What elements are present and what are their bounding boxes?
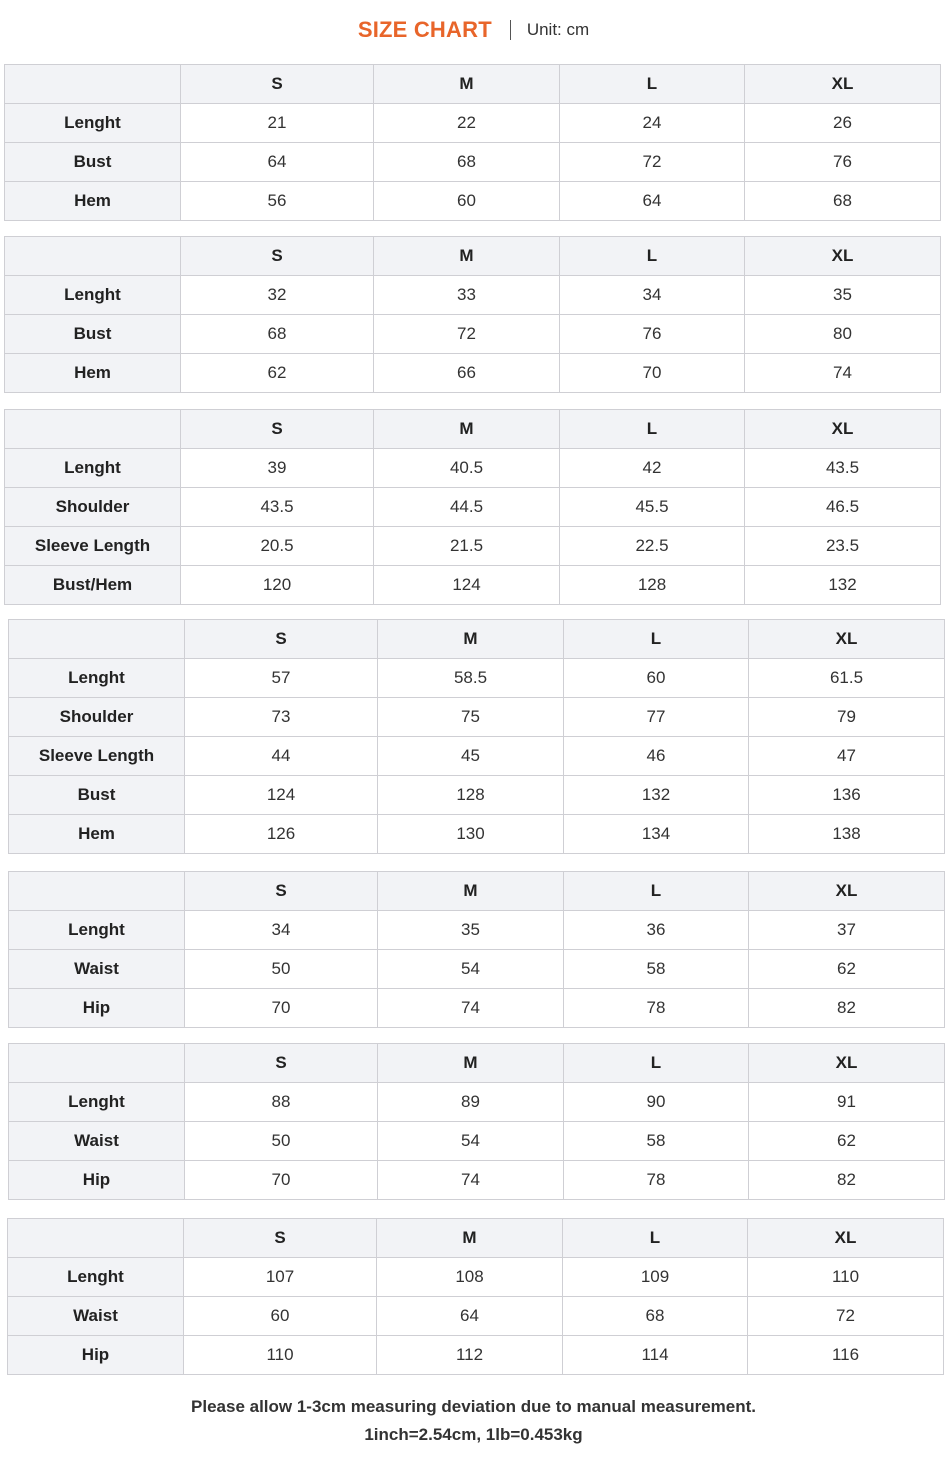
table-cell: 72: [374, 315, 560, 354]
page-title: SIZE CHART: [357, 17, 492, 42]
table-cell: 47: [749, 737, 945, 776]
row-label: Hip: [9, 989, 185, 1028]
row-label: Sleeve Length: [9, 737, 185, 776]
size-header-row: [8, 1219, 944, 1258]
table-row: [9, 815, 945, 854]
size-header-row: [9, 620, 945, 659]
table-row: [9, 1083, 945, 1122]
row-label: Lenght: [9, 1083, 185, 1122]
table-cell: 34: [560, 276, 745, 315]
col-header-l: L: [564, 1044, 749, 1083]
col-header-xl: XL: [745, 65, 941, 104]
table-cell: 33: [374, 276, 560, 315]
table-cell: 134: [564, 815, 749, 854]
table-cell: 128: [560, 566, 745, 605]
table-cell: 126: [185, 815, 378, 854]
col-header-m: M: [378, 872, 564, 911]
table-cell: 64: [181, 143, 374, 182]
table-row: [9, 911, 945, 950]
row-label: Bust/Hem: [5, 566, 181, 605]
table-cell: 43.5: [745, 449, 941, 488]
table-row: [9, 776, 945, 815]
size-header-row: [9, 872, 945, 911]
col-header-m: M: [374, 237, 560, 276]
table-cell: 68: [745, 182, 941, 221]
corner-cell: [5, 65, 181, 104]
row-label: Lenght: [5, 104, 181, 143]
table-row: [5, 354, 941, 393]
table-cell: 64: [560, 182, 745, 221]
table-cell: 88: [185, 1083, 378, 1122]
table-cell: 37: [749, 911, 945, 950]
row-label: Lenght: [5, 449, 181, 488]
col-header-m: M: [374, 65, 560, 104]
row-label: Lenght: [9, 659, 185, 698]
col-header-m: M: [378, 1044, 564, 1083]
table-row: [5, 315, 941, 354]
table-cell: 82: [749, 989, 945, 1028]
row-label: Sleeve Length: [5, 527, 181, 566]
row-label: Hip: [9, 1161, 185, 1200]
table-cell: 108: [377, 1258, 563, 1297]
table-cell: 46: [564, 737, 749, 776]
table-cell: 21.5: [374, 527, 560, 566]
table-cell: 132: [745, 566, 941, 605]
col-header-l: L: [560, 237, 745, 276]
table-cell: 44: [185, 737, 378, 776]
table-cell: 128: [378, 776, 564, 815]
table-cell: 39: [181, 449, 374, 488]
table-cell: 22.5: [560, 527, 745, 566]
col-header-s: S: [181, 65, 374, 104]
table-cell: 43.5: [181, 488, 374, 527]
row-label: Hem: [5, 354, 181, 393]
col-header-s: S: [185, 620, 378, 659]
table-cell: 68: [563, 1297, 748, 1336]
table-cell: 54: [378, 1122, 564, 1161]
corner-cell: [9, 1044, 185, 1083]
table-cell: 26: [745, 104, 941, 143]
col-header-m: M: [377, 1219, 563, 1258]
table-cell: 64: [377, 1297, 563, 1336]
col-header-s: S: [184, 1219, 377, 1258]
table-row: [8, 1297, 944, 1336]
table-cell: 77: [564, 698, 749, 737]
size-table-4: [8, 619, 945, 854]
unit-label: Unit: cm: [526, 20, 590, 39]
measurement-note: Please allow 1-3cm measuring deviation due to manual measurement.: [191, 1397, 756, 1416]
table-cell: 60: [564, 659, 749, 698]
table-cell: 78: [564, 989, 749, 1028]
size-table-1: [4, 64, 941, 221]
unit-conversion-note: 1inch=2.54cm, 1lb=0.453kg: [364, 1425, 583, 1444]
table-cell: 120: [181, 566, 374, 605]
size-header-row: [5, 410, 941, 449]
col-header-m: M: [378, 620, 564, 659]
col-header-s: S: [185, 872, 378, 911]
table-cell: 21: [181, 104, 374, 143]
table-cell: 75: [378, 698, 564, 737]
size-header-row: [9, 1044, 945, 1083]
table-cell: 34: [185, 911, 378, 950]
table-cell: 44.5: [374, 488, 560, 527]
table-row: [5, 104, 941, 143]
table-cell: 62: [749, 950, 945, 989]
col-header-l: L: [560, 65, 745, 104]
table-cell: 58: [564, 1122, 749, 1161]
table-cell: 35: [745, 276, 941, 315]
table-cell: 45.5: [560, 488, 745, 527]
table-cell: 56: [181, 182, 374, 221]
col-header-l: L: [563, 1219, 748, 1258]
row-label: Lenght: [9, 911, 185, 950]
table-cell: 32: [181, 276, 374, 315]
corner-cell: [9, 620, 185, 659]
table-cell: 70: [560, 354, 745, 393]
row-label: Shoulder: [9, 698, 185, 737]
col-header-l: L: [564, 872, 749, 911]
table-cell: 114: [563, 1336, 748, 1375]
col-header-xl: XL: [748, 1219, 944, 1258]
row-label: Hem: [5, 182, 181, 221]
table-cell: 124: [185, 776, 378, 815]
title-divider: [510, 20, 511, 40]
table-cell: 91: [749, 1083, 945, 1122]
table-cell: 82: [749, 1161, 945, 1200]
col-header-s: S: [181, 410, 374, 449]
row-label: Shoulder: [5, 488, 181, 527]
table-cell: 72: [560, 143, 745, 182]
row-label: Bust: [5, 143, 181, 182]
table-row: [9, 698, 945, 737]
table-cell: 76: [560, 315, 745, 354]
size-table-7: [7, 1218, 944, 1375]
table-cell: 68: [374, 143, 560, 182]
col-header-xl: XL: [745, 237, 941, 276]
table-cell: 66: [374, 354, 560, 393]
table-row: [5, 143, 941, 182]
table-row: [9, 950, 945, 989]
table-cell: 23.5: [745, 527, 941, 566]
table-cell: 40.5: [374, 449, 560, 488]
col-header-s: S: [181, 237, 374, 276]
table-cell: 61.5: [749, 659, 945, 698]
size-table-6: [8, 1043, 945, 1200]
table-cell: 124: [374, 566, 560, 605]
table-cell: 58: [564, 950, 749, 989]
table-cell: 116: [748, 1336, 944, 1375]
table-cell: 36: [564, 911, 749, 950]
table-row: [8, 1258, 944, 1297]
row-label: Waist: [9, 1122, 185, 1161]
table-cell: 58.5: [378, 659, 564, 698]
table-cell: 42: [560, 449, 745, 488]
col-header-xl: XL: [749, 1044, 945, 1083]
col-header-l: L: [564, 620, 749, 659]
table-cell: 73: [185, 698, 378, 737]
table-row: [9, 1122, 945, 1161]
table-cell: 74: [745, 354, 941, 393]
table-cell: 110: [748, 1258, 944, 1297]
table-cell: 130: [378, 815, 564, 854]
table-cell: 74: [378, 989, 564, 1028]
table-cell: 46.5: [745, 488, 941, 527]
table-cell: 107: [184, 1258, 377, 1297]
table-cell: 89: [378, 1083, 564, 1122]
col-header-m: M: [374, 410, 560, 449]
table-cell: 72: [748, 1297, 944, 1336]
table-cell: 24: [560, 104, 745, 143]
table-cell: 60: [184, 1297, 377, 1336]
table-row: [9, 989, 945, 1028]
size-table-5: [8, 871, 945, 1028]
row-label: Hem: [9, 815, 185, 854]
corner-cell: [5, 237, 181, 276]
table-row: [5, 488, 941, 527]
table-cell: 45: [378, 737, 564, 776]
table-row: [9, 659, 945, 698]
table-cell: 54: [378, 950, 564, 989]
corner-cell: [5, 410, 181, 449]
row-label: Waist: [9, 950, 185, 989]
table-row: [8, 1336, 944, 1375]
table-row: [5, 566, 941, 605]
corner-cell: [8, 1219, 184, 1258]
corner-cell: [9, 872, 185, 911]
table-cell: 57: [185, 659, 378, 698]
row-label: Waist: [8, 1297, 184, 1336]
table-cell: 110: [184, 1336, 377, 1375]
table-cell: 50: [185, 1122, 378, 1161]
table-cell: 70: [185, 989, 378, 1028]
size-header-row: [5, 237, 941, 276]
table-cell: 109: [563, 1258, 748, 1297]
table-row: [9, 1161, 945, 1200]
table-cell: 136: [749, 776, 945, 815]
table-cell: 68: [181, 315, 374, 354]
table-cell: 138: [749, 815, 945, 854]
table-cell: 79: [749, 698, 945, 737]
col-header-xl: XL: [749, 872, 945, 911]
col-header-xl: XL: [745, 410, 941, 449]
row-label: Bust: [9, 776, 185, 815]
size-table-2: [4, 236, 941, 393]
table-cell: 60: [374, 182, 560, 221]
row-label: Bust: [5, 315, 181, 354]
size-header-row: [5, 65, 941, 104]
table-row: [5, 276, 941, 315]
size-chart-header: [0, 14, 947, 46]
table-row: [5, 449, 941, 488]
row-label: Hip: [8, 1336, 184, 1375]
table-cell: 22: [374, 104, 560, 143]
table-cell: 112: [377, 1336, 563, 1375]
row-label: Lenght: [5, 276, 181, 315]
table-cell: 78: [564, 1161, 749, 1200]
row-label: Lenght: [8, 1258, 184, 1297]
table-cell: 132: [564, 776, 749, 815]
table-cell: 50: [185, 950, 378, 989]
col-header-s: S: [185, 1044, 378, 1083]
table-cell: 90: [564, 1083, 749, 1122]
table-cell: 62: [749, 1122, 945, 1161]
table-cell: 80: [745, 315, 941, 354]
table-row: [9, 737, 945, 776]
table-row: [5, 527, 941, 566]
table-cell: 35: [378, 911, 564, 950]
table-cell: 74: [378, 1161, 564, 1200]
col-header-l: L: [560, 410, 745, 449]
table-cell: 20.5: [181, 527, 374, 566]
table-cell: 76: [745, 143, 941, 182]
table-row: [5, 182, 941, 221]
size-table-3: [4, 409, 941, 605]
col-header-xl: XL: [749, 620, 945, 659]
table-cell: 70: [185, 1161, 378, 1200]
table-cell: 62: [181, 354, 374, 393]
